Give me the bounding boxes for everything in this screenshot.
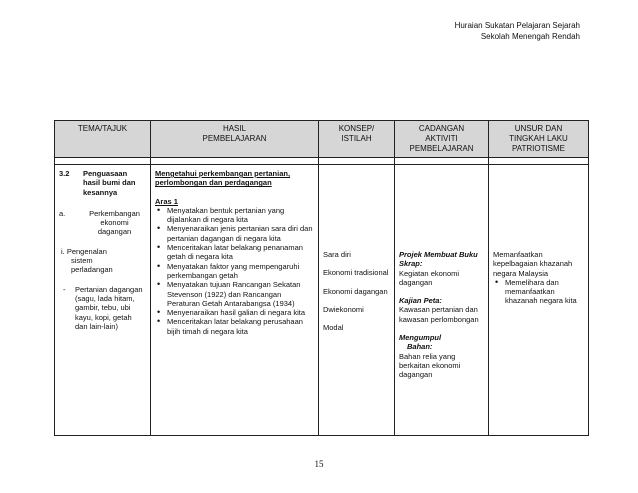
page-number: 15 bbox=[314, 459, 324, 469]
header-hasil: HASIL PEMBELAJARAN bbox=[151, 121, 319, 158]
konsep-item: Dwiekonomi bbox=[323, 304, 364, 314]
tema-cell bbox=[55, 165, 151, 436]
konsep-item: Modal bbox=[323, 323, 344, 333]
header-unsur: UNSUR DAN TINGKAH LAKU PATRIOTISME bbox=[489, 121, 589, 158]
header-konsep: KONSEP/ ISTILAH bbox=[319, 121, 395, 158]
header-cadangan: CADANGAN AKTIVITI PEMBELAJARAN bbox=[395, 121, 489, 158]
list-item: • Menyenaraikan jenis pertanian sara diri dan pertanian dagangan di negara kita bbox=[155, 224, 314, 243]
header-line-2: Sekolah Menengah Rendah bbox=[480, 32, 580, 41]
unsur-cell bbox=[489, 165, 589, 436]
subtopic-dash: - Pertanian dagangan (sagu, lada hitam, gambir, tebu, ubi kayu, kopi, getah dan lain-lain) bbox=[63, 284, 143, 331]
topic: 3.2 Penguasaan hasil bumi dan kesannya bbox=[59, 169, 136, 197]
table-header-row bbox=[55, 121, 589, 158]
konsep-item: Sara diri bbox=[323, 250, 351, 259]
subtopic-i: i. Pengenalan sistem perladangan bbox=[61, 246, 113, 275]
unsur-list bbox=[493, 278, 584, 306]
table-row bbox=[55, 165, 589, 436]
list-item: • Menyatakan faktor yang mempengaruhi perkembangan getah bbox=[155, 262, 314, 281]
list-item: • Menyatakan tujuan Rancangan Sekatan Stevenson (1922) dan Rancangan Peraturan Getah Antarabangsa (1934) bbox=[155, 280, 314, 308]
curriculum-table bbox=[54, 120, 589, 436]
hasil-list bbox=[155, 206, 314, 336]
spacer-row bbox=[55, 158, 589, 165]
subtopic: a. Perkembangan ekonomi dagangan bbox=[59, 208, 140, 237]
list-item: • Menceritakan latar belakang perusahaan bijih timah di negara kita bbox=[155, 317, 314, 336]
list-item: • Memelihara dan memanfaatkan khazanah negara kita bbox=[493, 278, 584, 306]
activity-map: Kajian Peta: Kawasan pertanian dan kawasan perlombongan bbox=[399, 296, 479, 324]
header-tema: TEMA/TAJUK bbox=[55, 121, 151, 158]
unsur-text: Memanfaatkan kepelbagaian khazanah negara Malaysia bbox=[493, 250, 573, 278]
list-item: • Menyenaraikan hasil galian di negara kita bbox=[155, 308, 314, 317]
hasil-cell bbox=[151, 165, 319, 436]
hasil-heading: Mengetahui perkembangan pertanian, perlombongan dan perdagangan bbox=[155, 169, 291, 188]
list-item: • Menceritakan latar belakang penanaman getah di negara kita bbox=[155, 243, 314, 262]
document-header bbox=[455, 20, 580, 42]
list-item: • Menyatakan bentuk pertanian yang dijalankan di negara kita bbox=[155, 206, 314, 225]
header-line-1: Huraian Sukatan Pelajaran Sejarah bbox=[454, 21, 580, 30]
konsep-item: Ekonomi tradisional bbox=[323, 268, 389, 278]
activity-collect: Mengumpul Bahan: Bahan relia yang berkaitan ekonomi dagangan bbox=[399, 333, 461, 380]
activity-scrapbook: Projek Membuat Buku Skrap: Kegiatan ekonomi dagangan bbox=[399, 250, 478, 287]
level-label: Aras 1 bbox=[155, 196, 178, 206]
konsep-cell bbox=[319, 165, 395, 436]
konsep-item: Ekonomi dagangan bbox=[323, 286, 388, 296]
cadangan-cell bbox=[395, 165, 489, 436]
